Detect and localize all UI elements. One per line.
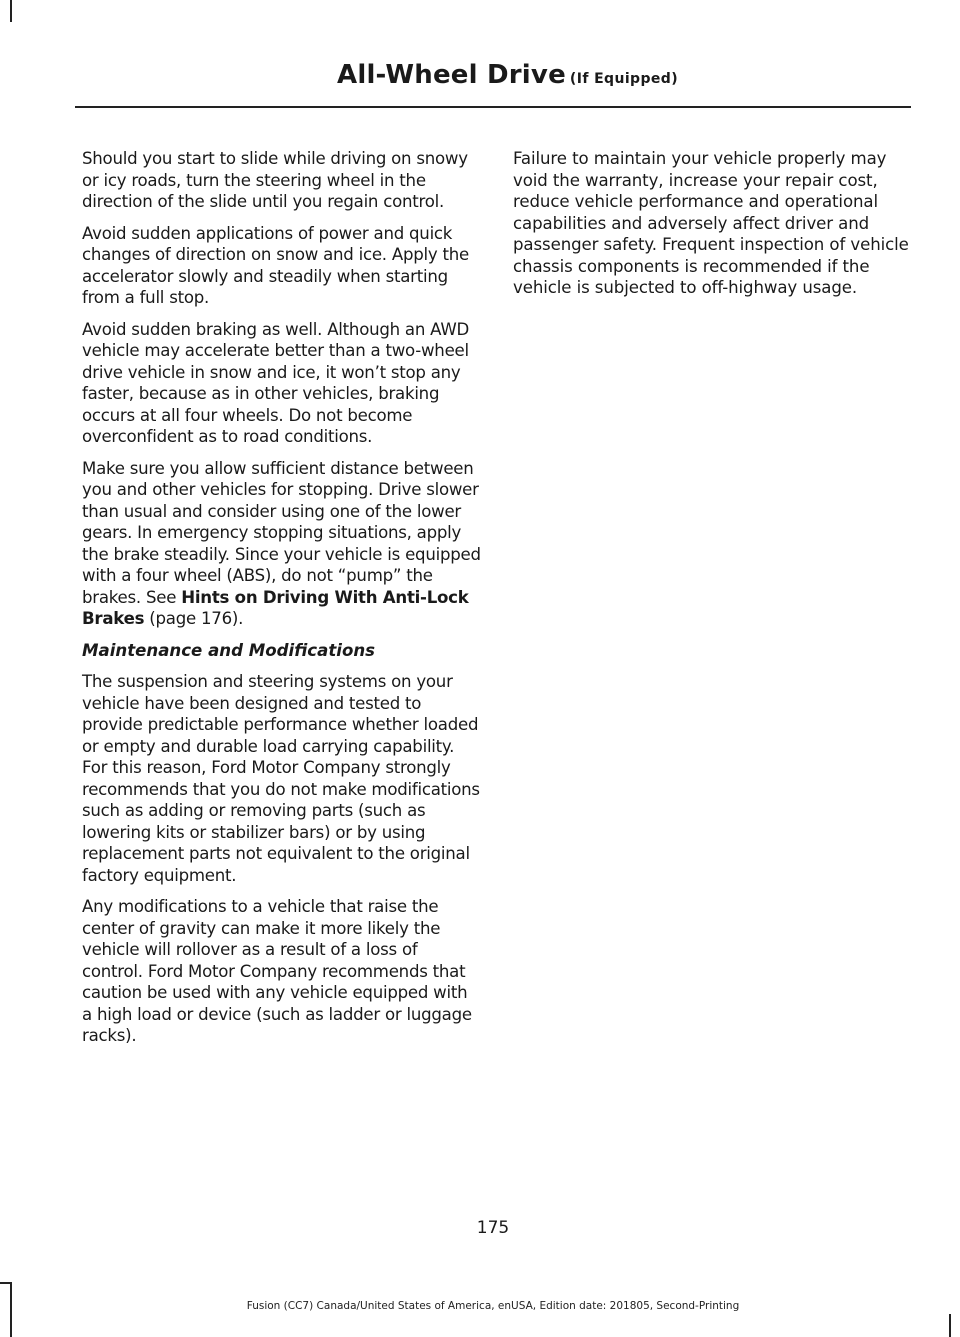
paragraph-maintenance-warning: Failure to maintain your vehicle properly may void the warranty, increase your repair cost, reduce vehicle performance and operational capabilities and adversely affect driver and passenger safety. Frequent inspection of vehicle chassis components is recommended if the vehicle is subjected to off-highway usage. (513, 149, 909, 297)
paragraph-sudden-power: Avoid sudden applications of power and quick changes of direction on snow and ice. Apply the accelerator slowly and steadily when starting from a full stop. (82, 223, 469, 307)
crop-mark-top-left (10, 0, 12, 22)
page-number: 175 (476, 1218, 510, 1238)
crop-mark-bottom-left-horizontal (0, 1282, 10, 1284)
left-column (82, 148, 482, 1057)
page-reference: (page 176). (149, 609, 244, 628)
paragraph-slide-control: Should you start to slide while driving on snowy or icy roads, turn the steering wheel in the direction of the slide until you regain control. (82, 149, 468, 211)
paragraph-stopping-distance (82, 458, 482, 630)
stopping-distance-text: Make sure you allow sufficient distance between you and other vehicles for stopping. Drive slower than usual and consider using one of the lower gears. In emergency stopping situations, apply the brake steadily. Since your vehicle is equipped with a four wheel (ABS), do not “pump” the brakes. See (82, 458, 481, 607)
header-subtitle: (If Equipped) (569, 71, 678, 87)
crop-mark-bottom-right (949, 1314, 951, 1337)
section-heading: Maintenance and Modifications (82, 640, 376, 660)
right-column (513, 148, 913, 309)
paragraph-suspension-steering: The suspension and steering systems on your vehicle have been designed and tested to provide predictable performance whether loaded or empty and durable load carrying capability. For this reason, Ford Motor Company strongly recommends that you do not make modifications such as adding or removing parts (such as lowering kits or stabilizer bars) or by using replacement parts not equivalent to the original factory equipment. (82, 672, 480, 885)
paragraph-sudden-braking: Avoid sudden braking as well. Although an AWD vehicle may accelerate better than a two-wheel drive vehicle in snow and ice, it won’t stop any faster, because as in other vehicles, braking occurs at all four wheels. Do not become overconfident as to road conditions. (82, 319, 470, 446)
anti-lock-brakes-link[interactable]: Hints on Driving With Anti-Lock Brakes (82, 587, 469, 628)
paragraph-modifications: Any modifications to a vehicle that raise the center of gravity can make it more likely the vehicle will rollover as a result of a loss of control. Ford Motor Company recommends that caution be used with any vehicle equipped with a high load or device (such as ladder or luggage racks). (82, 897, 472, 1045)
page-header (337, 60, 678, 90)
footer-edition-info: Fusion (CC7) Canada/United States of America, enUSA, Edition date: 201805, Second-Printing (246, 1300, 740, 1312)
header-title: All-Wheel Drive (337, 60, 566, 90)
header-divider (75, 106, 911, 108)
